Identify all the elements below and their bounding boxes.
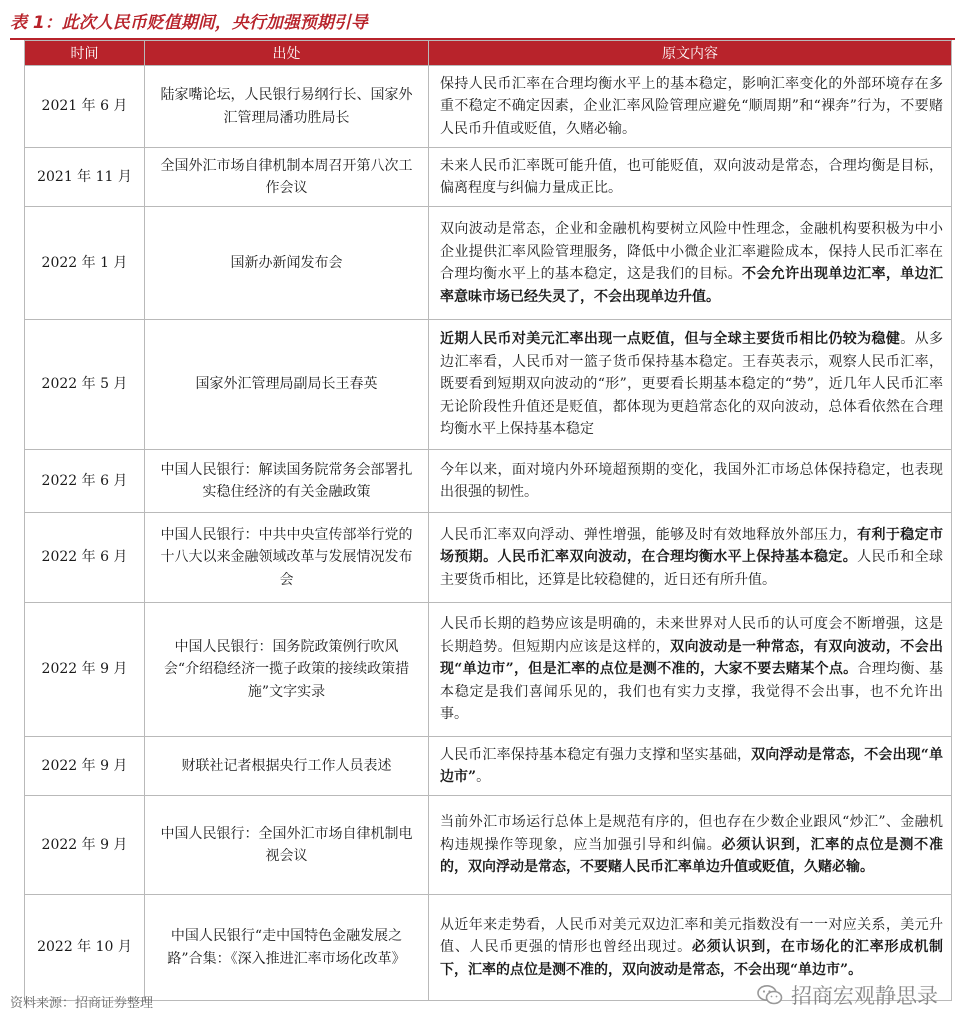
row-content: [429, 796, 952, 895]
content-emphasis: 近期人民币对美元汇率出现一点贬值，但与全球主要货币相比仍较为稳健: [440, 331, 901, 348]
row-time: 2022 年 6 月: [25, 450, 145, 513]
content-text: 人民币汇率双向浮动、弹性增强，能够及时有效地释放外部压力，: [440, 526, 858, 543]
table-row: [25, 148, 952, 207]
content-text-tail: 。: [476, 769, 491, 785]
header-source: 出处: [145, 41, 429, 66]
wechat-icon: [757, 984, 783, 1006]
row-content: [429, 148, 952, 207]
row-time: 2022 年 9 月: [25, 737, 145, 796]
row-source: 中国人民银行：全国外汇市场自律机制电视会议: [145, 796, 429, 895]
row-source: 财联社记者根据央行工作人员表述: [145, 737, 429, 796]
row-time: 2022 年 6 月: [25, 513, 145, 603]
content-text: 人民币长期的趋势应该是明确的，未来世界对人民币的认可度会不断增强，这是长期趋势。但短期内应该是这样的，: [440, 616, 943, 655]
source-note: 资料来源：招商证券整理: [10, 996, 154, 1011]
row-time: 2022 年 1 月: [25, 207, 145, 320]
content-text: 人民币汇率保持基本稳定有强力支撑和坚实基础，: [440, 746, 752, 763]
content-emphasis: 必须认识到，在市场化的汇率形成机制下，汇率的点位是测不准的，双向波动是常态，不会出现“单边市”。: [440, 939, 944, 978]
row-time: 2021 年 11 月: [25, 148, 145, 207]
watermark-text: 招商宏观静思录: [791, 984, 938, 1008]
row-time: 2021 年 6 月: [25, 66, 145, 148]
content-emphasis: 有利于稳定市场预期。人民币汇率双向波动，在合理均衡水平上保持基本稳定。: [440, 526, 944, 566]
content-emphasis: 双向波动是一种常态，有双向波动，不会出现“单边市”，但是汇率的点位是测不准的，大家不要去赌某个点。: [440, 638, 944, 678]
table-row: [25, 796, 952, 895]
header-content: 原文内容: [429, 41, 952, 66]
row-content: [429, 513, 952, 603]
row-time: 2022 年 9 月: [25, 603, 145, 737]
content-text: 当前外汇市场运行总体上是规范有序的，但也存在少数企业跟风“炒汇”、金融机构违规操作等现象，应当加强引导和纠偏。: [440, 814, 943, 853]
content-emphasis: 必须认识到，汇率的点位是测不准的，双向浮动是常态，不要赌人民币汇率单边升值或贬值，久赌必输。: [440, 836, 944, 876]
table-row: [25, 320, 952, 450]
row-source: 中国人民银行：解读国务院常务会部署扎实稳住经济的有关金融政策: [145, 450, 429, 513]
content-emphasis: 双向浮动是常态，不会出现“单边市”: [440, 746, 943, 785]
table-title: 表 1：此次人民币贬值期间，央行加强预期引导: [10, 13, 368, 33]
content-text: 双向波动是常态，企业和金融机构要树立风险中性理念，金融机构要积极为中小企业提供汇率风险管理服务，降低中小微企业汇率避险成本，保持人民币汇率在合理均衡水平上的基本稳定，这是我们的目标。: [440, 221, 943, 282]
content-text-tail: 合理均衡、基本稳定是我们喜闻乐见的，我们也有实力支撑，我觉得不会出事，也不允许出事。: [440, 661, 944, 723]
content-emphasis: 不会允许出现单边汇率，单边汇率意味市场已经失灵了，不会出现单边升值。: [440, 266, 944, 305]
content-text-tail: 人民币和全球主要货币相比，还算是比较稳健的，近日还有所升值。: [440, 549, 944, 588]
row-time: 2022 年 9 月: [25, 796, 145, 895]
row-source: 全国外汇市场自律机制本周召开第八次工作会议: [145, 148, 429, 207]
row-content: [429, 603, 952, 737]
policy-table: [24, 40, 952, 1001]
row-source: 中国人民银行：中共中央宣传部举行党的十八大以来金融领域改革与发展情况发布会: [145, 513, 429, 603]
table-row: [25, 207, 952, 320]
row-content: [429, 207, 952, 320]
row-source: 中国人民银行：国务院政策例行吹风会“介绍稳经济一揽子政策的接续政策措施”文字实录: [145, 603, 429, 737]
row-source: 国家外汇管理局副局长王春英: [145, 320, 429, 450]
content-text: 从近年来走势看，人民币对美元双边汇率和美元指数没有一一对应关系，美元升值、人民币更强的情形也曾经出现过。: [440, 916, 943, 956]
row-content: [429, 737, 952, 796]
table-row: [25, 66, 952, 148]
table-row: [25, 450, 952, 513]
row-content: [429, 450, 952, 513]
watermark: [757, 980, 938, 1010]
content-text: 保持人民币汇率在合理均衡水平上的基本稳定，影响汇率变化的外部环境存在多重不稳定不确定因素，企业汇率风险管理应避免“顺周期”和“裸奔”行为，不要赌人民币升值或贬值，久赌必输。: [440, 75, 943, 137]
row-source: 中国人民银行“走中国特色金融发展之路”合集：《深入推进汇率市场化改革》: [145, 895, 429, 1001]
row-content: [429, 66, 952, 148]
table-header-row: [25, 41, 952, 66]
row-time: 2022 年 10 月: [25, 895, 145, 1001]
content-text-tail: 。从多边汇率看，人民币对一篮子货币保持基本稳定。王春英表示，观察人民币汇率，既要看到短期双向波动的“形”，更要看长期基本稳定的“势”，近几年人民币汇率无论阶段性升值还是贬值，都体现为更趋常态化的双向波动，总体看依然在合理均衡水平上保持基本稳定: [440, 331, 943, 438]
table-row: [25, 737, 952, 796]
header-time: 时间: [25, 41, 145, 66]
row-content: [429, 320, 952, 450]
table-row: [25, 513, 952, 603]
content-text: 未来人民币汇率既可能升值，也可能贬值，双向波动是常态，合理均衡是目标，偏离程度与纠偏力量成正比。: [440, 157, 943, 196]
row-source: 陆家嘴论坛，人民银行易纲行长、国家外汇管理局潘功胜局长: [145, 66, 429, 148]
content-text: 今年以来，面对境内外环境超预期的变化，我国外汇市场总体保持稳定，也表现出很强的韧性。: [440, 461, 943, 500]
row-source: 国新办新闻发布会: [145, 207, 429, 320]
row-time: 2022 年 5 月: [25, 320, 145, 450]
table-row: [25, 603, 952, 737]
